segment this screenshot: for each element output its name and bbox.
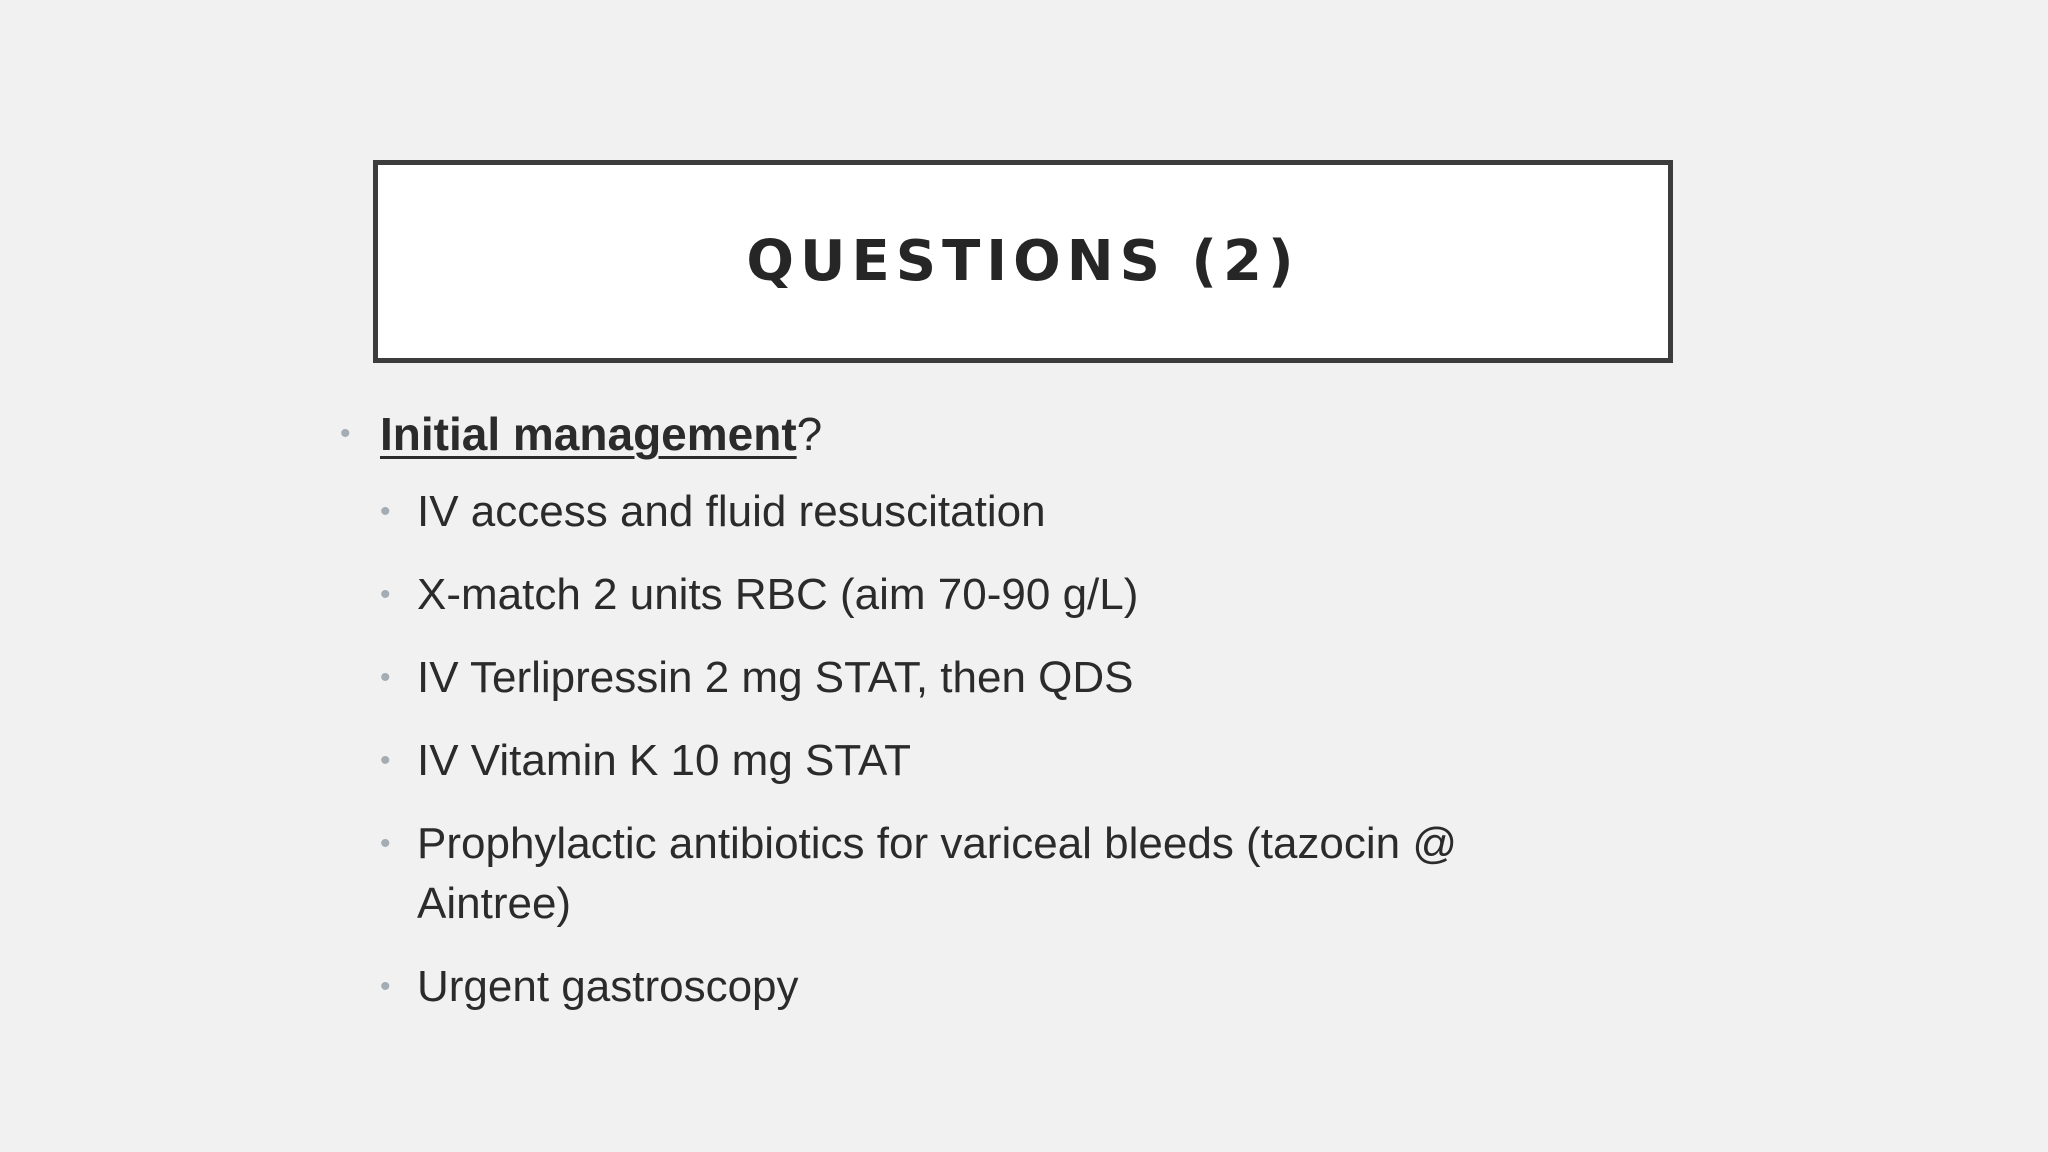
bullet-text: IV Vitamin K 10 mg STAT xyxy=(417,736,911,785)
bullet-text: Urgent gastroscopy xyxy=(417,962,799,1011)
bullet-dot: • xyxy=(380,970,391,1003)
bullet-text: IV access and fluid resuscitation xyxy=(417,487,1046,536)
bullet-item xyxy=(380,731,1640,791)
heading-label: Initial management xyxy=(380,408,797,460)
bullet-dot: • xyxy=(380,827,391,860)
bullet-item xyxy=(380,814,1640,934)
title-box xyxy=(373,160,1673,363)
bullet-item xyxy=(380,648,1640,708)
bullet-item-heading xyxy=(340,400,1640,468)
bullet-text: X-match 2 units RBC (aim 70-90 g/L) xyxy=(417,570,1139,619)
slide-content xyxy=(340,400,1640,1040)
bullet-dot: • xyxy=(380,495,391,528)
bullet-dot: • xyxy=(380,661,391,694)
slide-title: QUESTIONS (2) xyxy=(746,229,1300,294)
heading-text xyxy=(380,400,822,468)
bullet-dot: • xyxy=(340,417,351,450)
bullet-dot: • xyxy=(380,744,391,777)
heading-suffix: ? xyxy=(796,408,823,460)
bullet-item xyxy=(380,565,1640,625)
bullet-item xyxy=(380,957,1640,1017)
bullet-text: Prophylactic antibiotics for variceal bleeds (tazocin @ Aintree) xyxy=(417,819,1458,928)
bullet-dot: • xyxy=(380,578,391,611)
bullet-text: IV Terlipressin 2 mg STAT, then QDS xyxy=(417,653,1134,702)
bullet-item xyxy=(380,482,1640,542)
